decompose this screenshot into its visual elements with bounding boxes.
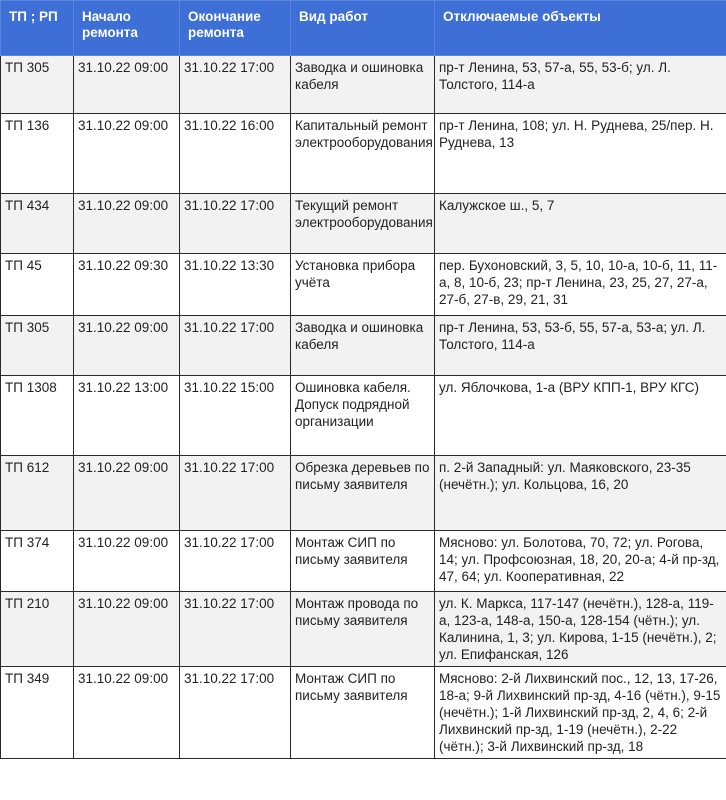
- cell-work: Монтаж СИП по письму заявителя: [291, 667, 435, 759]
- cell-tp: ТП 305: [1, 56, 74, 114]
- cell-start: 31.10.22 09:00: [74, 531, 180, 592]
- cell-objects: Мясново: 2-й Лихвинский пос., 12, 13, 17-26, 18-а; 9-й Лихвинский пр-зд, 4-16 (чётн.), 9-15 (нечётн.); 1-й Лихвинский пр-зд, 2, 4, 6; 2-й Лихвинский пр-зд, 1-19 (нечётн.), 2-22 (чётн.); 3-й Лихвинский пр-зд, 18: [435, 667, 726, 759]
- cell-start: 31.10.22 09:00: [74, 456, 180, 531]
- cell-tp: ТП 45: [1, 254, 74, 316]
- cell-tp: ТП 305: [1, 316, 74, 376]
- cell-end: 31.10.22 17:00: [180, 531, 291, 592]
- cell-end: 31.10.22 17:00: [180, 456, 291, 531]
- column-header-objects: Отключаемые объекты: [435, 1, 726, 56]
- header-row: [1, 1, 726, 56]
- cell-end: 31.10.22 17:00: [180, 194, 291, 254]
- table-row: [1, 667, 726, 759]
- cell-objects: пер. Бухоновский, 3, 5, 10, 10-а, 10-б, 11, 11-а, 8, 10-б, 23; пр-т Ленина, 23, 25, 27, 27-а, 27-б, 27-в, 29, 21, 31: [435, 254, 726, 316]
- cell-end: 31.10.22 16:00: [180, 114, 291, 194]
- cell-start: 31.10.22 13:00: [74, 376, 180, 456]
- cell-objects: ул. Яблочкова, 1-а (ВРУ КПП-1, ВРУ КГС): [435, 376, 726, 456]
- cell-tp: ТП 349: [1, 667, 74, 759]
- table-row: [1, 254, 726, 316]
- column-header-start: Начало ремонта: [74, 1, 180, 56]
- cell-work: Заводка и ошиновка кабеля: [291, 316, 435, 376]
- cell-objects: пр-т Ленина, 53, 53-б, 55, 57-а, 53-а; ул. Л. Толстого, 114-а: [435, 316, 726, 376]
- table-header: [1, 1, 726, 56]
- cell-start: 31.10.22 09:00: [74, 592, 180, 667]
- cell-end: 31.10.22 15:00: [180, 376, 291, 456]
- table-row: [1, 376, 726, 456]
- column-header-work: Вид работ: [291, 1, 435, 56]
- cell-objects: пр-т Ленина, 108; ул. Н. Руднева, 25/пер. Н. Руднева, 13: [435, 114, 726, 194]
- cell-work: Монтаж провода по письму заявителя: [291, 592, 435, 667]
- cell-end: 31.10.22 17:00: [180, 592, 291, 667]
- cell-start: 31.10.22 09:00: [74, 316, 180, 376]
- cell-tp: ТП 612: [1, 456, 74, 531]
- cell-tp: ТП 374: [1, 531, 74, 592]
- cell-objects: Мясново: ул. Болотова, 70, 72; ул. Рогова, 14; ул. Профсоюзная, 18, 20, 20-а; 4-й пр-зд, 47, 64; ул. Кооперативная, 22: [435, 531, 726, 592]
- cell-work: Установка прибора учёта: [291, 254, 435, 316]
- cell-work: Текущий ремонт электрооборудования: [291, 194, 435, 254]
- cell-objects: п. 2-й Западный: ул. Маяковского, 23-35 (нечётн.); ул. Кольцова, 16, 20: [435, 456, 726, 531]
- cell-tp: ТП 1308: [1, 376, 74, 456]
- column-header-tp: ТП ; РП: [1, 1, 74, 56]
- cell-objects: Калужское ш., 5, 7: [435, 194, 726, 254]
- table-row: [1, 531, 726, 592]
- cell-tp: ТП 434: [1, 194, 74, 254]
- cell-start: 31.10.22 09:30: [74, 254, 180, 316]
- cell-start: 31.10.22 09:00: [74, 194, 180, 254]
- table-row: [1, 592, 726, 667]
- cell-start: 31.10.22 09:00: [74, 114, 180, 194]
- table-row: [1, 56, 726, 114]
- cell-work: Обрезка деревьев по письму заявителя: [291, 456, 435, 531]
- table-row: [1, 456, 726, 531]
- column-header-end: Окончание ремонта: [180, 1, 291, 56]
- cell-start: 31.10.22 09:00: [74, 56, 180, 114]
- cell-work: Капитальный ремонт электрооборудования: [291, 114, 435, 194]
- cell-start: 31.10.22 09:00: [74, 667, 180, 759]
- cell-tp: ТП 136: [1, 114, 74, 194]
- cell-tp: ТП 210: [1, 592, 74, 667]
- cell-work: Ошиновка кабеля. Допуск подрядной организации: [291, 376, 435, 456]
- cell-end: 31.10.22 13:30: [180, 254, 291, 316]
- cell-objects: ул. К. Маркса, 117-147 (нечётн.), 128-а, 119-а, 123-а, 148-а, 150-а, 128-154 (чётн.); ул. Калинина, 1, 3; ул. Кирова, 1-15 (нечётн.), 2; ул. Епифанская, 126: [435, 592, 726, 667]
- cell-work: Монтаж СИП по письму заявителя: [291, 531, 435, 592]
- table-row: [1, 114, 726, 194]
- cell-objects: пр-т Ленина, 53, 57-а, 55, 53-б; ул. Л. Толстого, 114-а: [435, 56, 726, 114]
- cell-end: 31.10.22 17:00: [180, 316, 291, 376]
- cell-end: 31.10.22 17:00: [180, 56, 291, 114]
- table-body: [1, 56, 726, 759]
- table-row: [1, 194, 726, 254]
- cell-work: Заводка и ошиновка кабеля: [291, 56, 435, 114]
- table-row: [1, 316, 726, 376]
- cell-end: 31.10.22 17:00: [180, 667, 291, 759]
